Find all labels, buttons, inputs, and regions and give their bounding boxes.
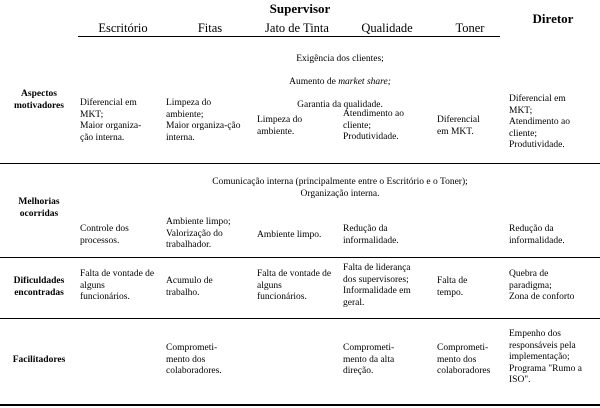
span-line bbox=[80, 77, 600, 89]
span-emphasis: market share; bbox=[338, 76, 391, 87]
cell-melhorias-jato: Ambiente limpo. bbox=[257, 230, 322, 240]
span-line: Garantia da qualidade. bbox=[297, 99, 383, 110]
row-label-melhorias: Melhorias ocorridas bbox=[18, 197, 60, 219]
col-header-qualidade: Qualidade bbox=[361, 21, 413, 35]
cell-facilitadores-qualidade: Comprometi- mento da alta direção. bbox=[343, 343, 395, 376]
span-line: Exigência dos clientes; bbox=[296, 53, 384, 64]
cell-melhorias-qualidade: Redução da informalidade. bbox=[343, 224, 399, 246]
header-underline bbox=[78, 36, 500, 37]
cell-aspectos-toner: Diferencial em MKT. bbox=[437, 115, 480, 137]
cell-aspectos-escritorio: Diferencial em MKT; Maior organiza- ção interna. bbox=[80, 98, 142, 143]
cell-melhorias-diretor: Redução da informalidade. bbox=[509, 224, 565, 246]
diretor-header: Diretor bbox=[532, 11, 574, 26]
cell-melhorias-fitas: Ambiente limpo; Valorização do trabalhador. bbox=[166, 217, 231, 250]
row-divider bbox=[0, 163, 600, 164]
row-divider bbox=[0, 257, 600, 258]
span-text: Aumento de bbox=[289, 76, 339, 87]
cell-facilitadores-fitas: Comprometi- mento dos colaboradores. bbox=[166, 343, 222, 376]
row-label-facilitadores: Facilitadores bbox=[12, 355, 66, 365]
cell-aspectos-qualidade: Atendimento ao cliente; Produtividade. bbox=[343, 109, 404, 142]
cell-facilitadores-diretor: Empenho dos responsáveis pela implementação; Programa "Rumo a ISO". bbox=[509, 329, 583, 385]
cell-dificuldades-qualidade: Falta de liderança dos supervisores; Informalidade em geral. bbox=[343, 263, 411, 308]
cell-dificuldades-toner: Falta de tempo. bbox=[437, 276, 468, 298]
row-divider bbox=[0, 318, 600, 319]
row-label-dificuldades: Dificuldades encontradas bbox=[13, 276, 65, 298]
cell-aspectos-fitas: Limpeza do ambiente; Maior organiza-ção interna. bbox=[166, 98, 241, 143]
span-melhorias: Comunicação interna (principalmente entre o Escritório e o Toner); Organização interna. bbox=[212, 177, 468, 199]
cell-facilitadores-toner: Comprometi- mento dos colaboradores bbox=[437, 343, 491, 376]
table-bottom-rule bbox=[0, 404, 600, 406]
cell-aspectos-jato: Limpeza do ambiente. bbox=[257, 115, 303, 137]
cell-aspectos-diretor: Diferencial em MKT; Atendimento ao cliente; Produtividade. bbox=[509, 94, 570, 150]
col-header-toner: Toner bbox=[455, 21, 485, 35]
col-header-jato-de-tinta: Jato de Tinta bbox=[265, 21, 329, 35]
cell-dificuldades-fitas: Acumulo de trabalho. bbox=[166, 276, 213, 298]
col-header-fitas: Fitas bbox=[197, 21, 223, 35]
supervisor-header: Supervisor bbox=[269, 1, 331, 16]
row-label-aspectos: Aspectos motivadores bbox=[14, 89, 64, 111]
cell-dificuldades-jato: Falta de vontade de alguns funcionários. bbox=[257, 269, 332, 302]
cell-dificuldades-escritorio: Falta de vontade de alguns funcionários. bbox=[80, 269, 155, 302]
cell-dificuldades-diretor: Quebra de paradigma; Zona de conforto bbox=[509, 269, 575, 302]
col-header-escritorio: Escritório bbox=[98, 21, 148, 35]
cell-melhorias-escritorio: Controle dos processos. bbox=[80, 224, 129, 246]
